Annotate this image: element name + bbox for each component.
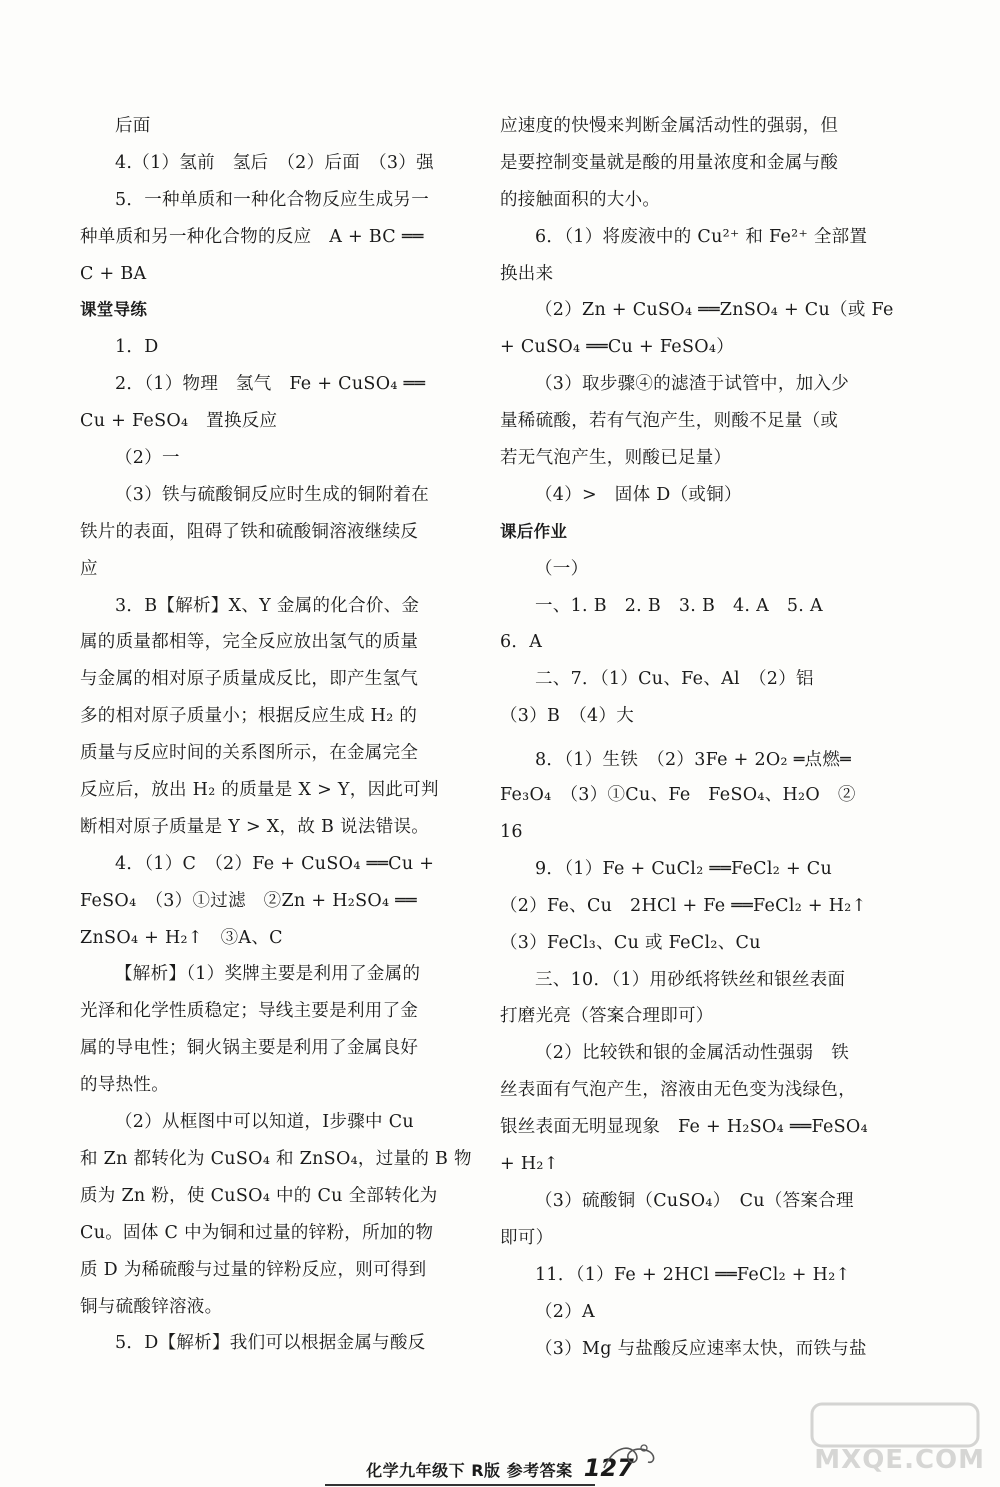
watermark-logo (810, 1400, 980, 1450)
text-line: （4）> 固体 D（或铜） (535, 484, 742, 505)
page-number: 127 (583, 1454, 634, 1482)
text-line: 即可） (500, 1227, 554, 1248)
footer-title: 化学九年级下 R版 参考答案 (366, 1461, 573, 1480)
text-line: （3）硫酸铜（CuSO₄） Cu（答案合理 (535, 1190, 854, 1211)
text-line: 二、7．（1）Cu、Fe、Al （2）铝 (535, 669, 814, 690)
text-line: 与金属的相对原子质量成反比，即产生氢气 (80, 669, 419, 690)
text-line: （2）比较铁和银的金属活动性强弱 铁 (535, 1043, 850, 1064)
text-line: 反应后，放出 H₂ 的质量是 X > Y，因此可判 (80, 780, 439, 801)
watermark-text: MXQE.COM (814, 1445, 985, 1475)
text-line: Cu。固体 C 中为铜和过量的锌粉，所加的物 (80, 1222, 434, 1243)
text-line: 质 D 为稀硫酸与过量的锌粉反应，则可得到 (80, 1259, 427, 1280)
text-line: 种单质和另一种化合物的反应 A + BC ══ (80, 226, 424, 247)
text-line: （3）取步骤④的滤渣于试管中，加入少 (535, 374, 850, 395)
text-line: 铜与硫酸锌溶液。 (80, 1296, 223, 1317)
text-line: 换出来 (500, 263, 554, 284)
text-line: 后面 (115, 116, 151, 136)
text-line: （3）FeCl₃、Cu 或 FeCl₂、Cu (500, 932, 761, 953)
text-line: （2）Zn + CuSO₄ ══ZnSO₄ + Cu（或 Fe (535, 300, 894, 321)
text-line: 和 Zn 都转化为 CuSO₄ 和 ZnSO₄，过量的 B 物 (80, 1148, 472, 1169)
text-line: 一、1. B 2. B 3. B 4. A 5. A (535, 595, 823, 616)
text-line: 5．一种单质和一种化合物反应生成另一 (115, 189, 430, 210)
text-line: FeSO₄ （3）①过滤 ②Zn + H₂SO₄ ══ (80, 890, 417, 911)
text-line: 应 (80, 558, 98, 579)
text-line: + CuSO₄ ══Cu + FeSO₄） (500, 337, 735, 358)
text-line: 打磨光亮（答案合理即可） (500, 1006, 714, 1027)
text-line: + H₂↑ (500, 1154, 559, 1175)
footer-rule (325, 1484, 595, 1486)
text-line: 铁片的表面，阻碍了铁和硫酸铜溶液继续反 (80, 521, 419, 542)
text-line: （2）一 (115, 448, 180, 469)
text-line: 4．（1）C （2）Fe + CuSO₄ ══Cu + (115, 853, 435, 874)
text-line: 质量与反应时间的关系图所示，在金属完全 (80, 743, 419, 764)
section-heading: 课堂导练 (80, 300, 148, 320)
text-line: （2）从框图中可以知道，Ⅰ步骤中 Cu (115, 1112, 414, 1133)
text-line: 多的相对原子质量小；根据反应生成 H₂ 的 (80, 706, 418, 727)
text-line: 属的质量都相等，完全反应放出氢气的质量 (80, 632, 419, 653)
text-line: 6．A (500, 632, 543, 653)
text-line: ZnSO₄ + H₂↑ ③A、C (80, 927, 283, 948)
text-line: 若无气泡产生，则酸已足量） (500, 448, 732, 469)
text-line: 断相对原子质量是 Y > X，故 B 说法错误。 (80, 816, 430, 837)
text-line: 【解析】（1）奖牌主要是利用了金属的 (115, 964, 421, 985)
text-line: 1．D (115, 337, 159, 358)
text-line: 三、10．（1）用砂纸将铁丝和银丝表面 (535, 969, 846, 990)
text-line: 的接触面积的大小。 (500, 189, 661, 210)
section-heading: 课后作业 (500, 521, 568, 541)
text-line: （3）Mg 与盐酸反应速率太快，而铁与盐 (535, 1338, 867, 1359)
text-line: 属的导电性；铜火锅主要是利用了金属良好 (80, 1038, 419, 1059)
watermark (770, 1400, 985, 1480)
text-line: 9．（1）Fe + CuCl₂ ══FeCl₂ + Cu (535, 858, 833, 879)
left-column (80, 108, 480, 1362)
text-line: 8．（1）生铁 （2）3Fe + 2O₂ ═点燃═ (535, 750, 851, 771)
text-line: 2．（1）物理 氢气 Fe + CuSO₄ ══ (115, 374, 426, 395)
text-line: 是要控制变量就是酸的用量浓度和金属与酸 (500, 152, 839, 173)
text-line: 11．（1）Fe + 2HCl ══FeCl₂ + H₂↑ (535, 1264, 851, 1285)
text-line: Cu + FeSO₄ 置换反应 (80, 411, 278, 432)
text-line: 6．（1）将废液中的 Cu²⁺ 和 Fe²⁺ 全部置 (535, 226, 868, 247)
text-line: 量稀硫酸，若有气泡产生，则酸不足量（或 (500, 411, 839, 432)
text-line: C + BA (80, 263, 147, 284)
swirl-ornament-icon (600, 1440, 660, 1476)
text-line: （3）B （4）大 (500, 706, 635, 727)
text-line: （一） (535, 558, 589, 579)
text-line: （2）Fe、Cu 2HCl + Fe ══FeCl₂ + H₂↑ (500, 895, 867, 916)
text-line: 银丝表面无明显现象 Fe + H₂SO₄ ══FeSO₄ (500, 1117, 868, 1138)
right-column (500, 108, 900, 1367)
text-line: 质为 Zn 粉，使 CuSO₄ 中的 Cu 全部转化为 (80, 1185, 438, 1206)
text-line: 4.（1）氢前 氢后 （2）后面 （3）强 (115, 152, 434, 173)
text-line: 5．D【解析】我们可以根据金属与酸反 (115, 1333, 426, 1354)
text-line: 16 (500, 822, 523, 843)
text-line: 应速度的快慢来判断金属活动性的强弱，但 (500, 116, 839, 136)
text-line: （3）铁与硫酸铜反应时生成的铜附着在 (115, 484, 430, 505)
text-line: 光泽和化学性质稳定；导线主要是利用了金 (80, 1001, 419, 1022)
text-line: 3．B【解析】X、Y 金属的化合价、金 (115, 595, 420, 616)
text-line: Fe₃O₄ （3）①Cu、Fe FeSO₄、H₂O ② (500, 785, 856, 806)
text-line: （2）A (535, 1301, 595, 1322)
text-line: 丝表面有气泡产生，溶液由无色变为浅绿色， (500, 1080, 856, 1101)
text-line: 的导热性。 (80, 1075, 169, 1096)
